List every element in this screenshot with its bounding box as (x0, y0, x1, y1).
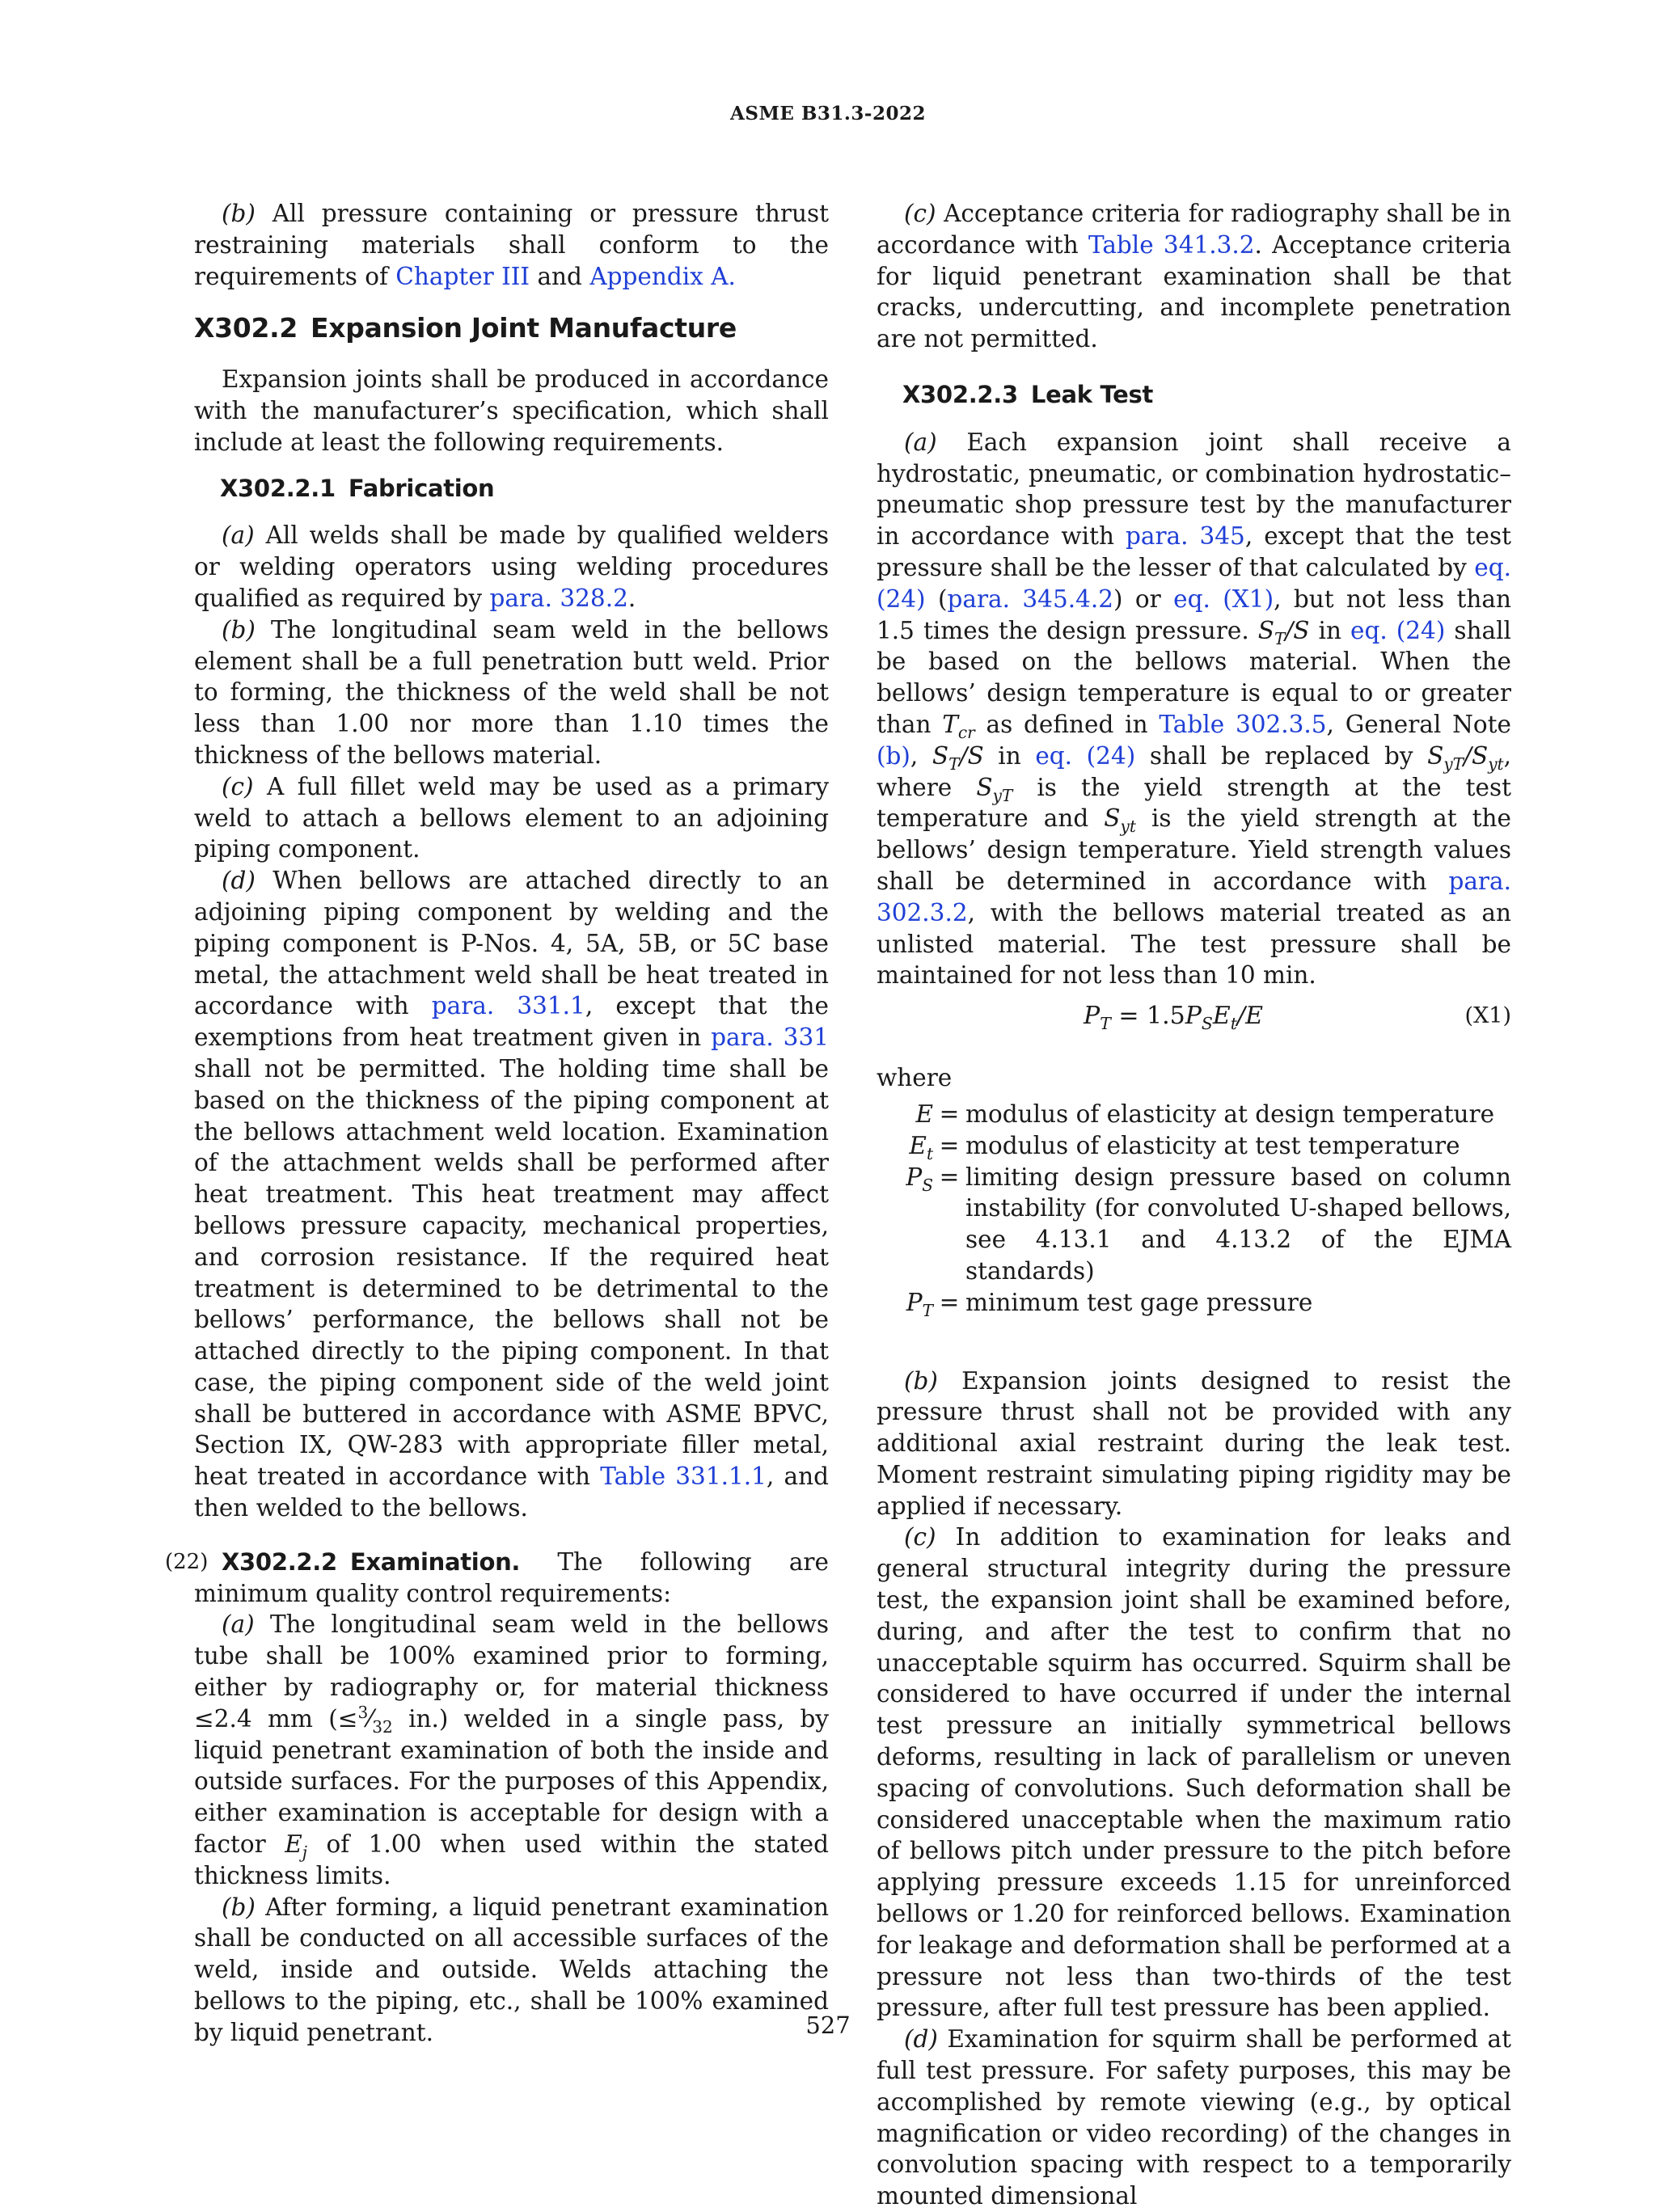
section-heading-x302-2-1: X302.2.1 Fabrication (220, 474, 495, 502)
link-para-331-1[interactable]: para. 331.1 (431, 992, 585, 1020)
link-table-341-3-2[interactable]: Table 341.3.2 (1088, 230, 1255, 259)
link-para-345-4-2[interactable]: para. 345.4.2 (947, 585, 1113, 613)
link-eq-24[interactable]: eq. (24) (877, 553, 1511, 613)
leak-test-d: (d) Examination for squirm shall be performed at full test pressure. For safety purposes, this may be accomplished by remote viewing (e.g., by optical magnification or video recording) of the changes in convolution spacing with respect to a temporarily mounted dimensional (877, 2025, 1511, 2210)
definition-row: $P_S$ = limiting design pressure based on column instability (for convoluted U-shaped bellows, see 4.13.1 and 4.13.2 of the EJMA standards) (906, 1163, 1511, 1285)
revision-margin-note: (22) (165, 1549, 209, 1574)
link-eq-24[interactable]: eq. (24) (1035, 741, 1136, 770)
definition-row: E = modulus of elasticity at design temperature (915, 1100, 1495, 1128)
page-number: 527 (805, 2011, 851, 2039)
link-para-328-2[interactable]: para. 328.2 (489, 584, 628, 612)
equation-formula: $P_T = 1.5P_SE_t/E$ (1084, 1002, 1264, 1034)
link-appendix-a[interactable]: Appendix A. (589, 262, 736, 290)
link-para-331[interactable]: para. 331 (711, 1024, 829, 1052)
definition-row: $P_T$ = minimum test gage pressure (906, 1288, 1313, 1320)
variable-definitions (877, 1099, 1511, 1319)
leak-test-a: (a) Each expansion joint shall receive a hydrostatic, pneumatic, or combination hydrostatic–pneumatic shop pressure test by the manufacturer in accordance with para. 345, except that the test pressure shall be the lesser of that calculated by eq. (24) (para. 345.4.2) or eq. (X1), but not less than 1.5 times the design pressure. $S_T/S$ in eq. (24) shall be based on the bellows material. When the bellows’ design temperature is equal to or greater than $T_{cr}$ as defined in Table 302.3.5, General Note (b), $S_T/S$ in eq. (24) shall be replaced by $S_{yT}/S_{yt}$, where $S_{yT}$ is the yield strength at the test temperature and $S_{yt}$ is the yield strength at the bellows’ design temperature. Yield strength values shall be determined in accordance with para. 302.3.2, with the bellows material treated as an unlisted material. The test pressure shall be maintained for not less than 10 min. (877, 428, 1511, 990)
examination-c: (c) Acceptance criteria for radiography shall be in accordance with Table 341.3.2. Acceptance criteria for liquid penetrant examination shall be that cracks, undercutting, and incomplete penetration are not permitted. (877, 200, 1511, 353)
link-eq-x1[interactable]: eq. (X1) (1173, 585, 1274, 613)
where-label: where (877, 1064, 953, 1092)
link-para-302-3-2[interactable]: para. 302.3.2 (877, 867, 1511, 927)
section-heading-x302-2-3: X302.2.3 Leak Test (902, 380, 1154, 408)
link-eq-24[interactable]: eq. (24) (1350, 616, 1446, 644)
leak-test-c: (c) In addition to examination for leaks and general structural integrity during the pressure test, the expansion joint shall be examined before, during, and after the test to confirm that no unacceptable squirm has occurred. Squirm shall be considered to have occurred if under the internal test pressure an initially symmetrical bellows deforms, resulting in lack of parallelism or uneven spacing of convolutions. Such deformation shall be considered unacceptable when the maximum ratio of bellows pitch under pressure to the pitch before applying pressure exceeds 1.15 for unreinforced bellows or 1.20 for reinforced bellows. Examination for leakage and deformation shall be performed at a pressure not less than two-thirds of the test pressure, after full test pressure has been applied. (877, 1523, 1511, 2022)
link-para-345[interactable]: para. 345 (1125, 522, 1245, 551)
leak-test-b: (b) Expansion joints designed to resist the pressure thrust shall not be provided with any additional axial restraint during the leak test. Moment restraint simulating piping rigidity may be applied if necessary. (877, 1366, 1511, 1520)
para-label: (b) (222, 200, 256, 227)
running-header: ASME B31.3-2022 (730, 103, 926, 125)
definition-row: $E_t$ = modulus of elasticity at test temperature (909, 1131, 1460, 1163)
examination-a: (a) The longitudinal seam weld in the bellows tube shall be 100% examined prior to forming, either by radiography or, for material thickness ≤2.4 mm ($\le^3⁄_{32}$ in.) welded in a single pass, by liquid penetrant examination of both the inside and outside surfaces. For the purposes of this Appendix, either examination is acceptable for design with a factor $E_j$ of 1.00 when used within the stated thickness limits. (194, 1610, 829, 1889)
right-column (877, 198, 1511, 2212)
fabrication-c: (c) A full fillet weld may be used as a primary weld to attach a bellows element to an adjoining piping component. (194, 772, 829, 863)
para-b-materials: (b) All pressure containing or pressure thrust restraining materials shall conform to the requirements of Chapter III and Appendix A. (194, 200, 829, 290)
fabrication-a: (a) All welds shall be made by qualified welders or welding operators using welding procedures qualified as required by para. 328.2. (194, 521, 829, 612)
examination-heading-paragraph: (22) X302.2.2 Examination. The following are minimum quality control requirements: (194, 1547, 829, 1610)
equation-number: (X1) (1464, 1003, 1511, 1029)
link-general-note-b[interactable]: (b) (877, 741, 910, 770)
link-chapter-iii[interactable]: Chapter III (395, 262, 530, 290)
intro-paragraph: Expansion joints shall be produced in accordance with the manufacturer’s specification, which shall include at least the following requirements. (194, 365, 829, 456)
equation-x1 (877, 999, 1511, 1033)
fabrication-d: (d) When bellows are attached directly to an adjoining piping component by welding and the piping component is P-Nos. 4, 5A, 5B, or 5C base metal, the attachment weld shall be heat treated in accordance with para. 331.1, except that the exemptions from heat treatment given in para. 331 shall not be permitted. The holding time shall be based on the thickness of the piping component at the bellows attachment weld location. Examination of the attachment welds shall be performed after heat treatment. This heat treatment may affect bellows pressure capacity, mechanical properties, and corrosion resistance. If the required heat treatment is determined to be detrimental to the bellows’ performance, the bellows shall not be attached directly to the piping component. In that case, the piping component side of the weld joint shall be buttered in accordance with ASME BPVC, Section IX, QW-283 with appropriate filler metal, heat treated in accordance with Table 331.1.1, and then welded to the bellows. (194, 867, 829, 1522)
link-table-302-3-5[interactable]: Table 302.3.5 (1159, 710, 1327, 738)
section-heading-x302-2: X302.2 Expansion Joint Manufacture (194, 312, 737, 344)
link-table-331-1-1[interactable]: Table 331.1.1 (600, 1463, 767, 1491)
fabrication-b: (b) The longitudinal seam weld in the bellows element shall be a full penetration butt weld. Prior to forming, the thickness of the weld shall be not less than 1.00 nor more than 1.10 times the thickness of the bellows material. (194, 615, 829, 769)
left-column (165, 198, 829, 2049)
examination-b: (b) After forming, a liquid penetrant examination shall be conducted on all accessible surfaces of the weld, inside and outside. Welds attaching the bellows to the piping, etc., shall be 100% examined by liquid penetrant. (194, 1893, 829, 2046)
